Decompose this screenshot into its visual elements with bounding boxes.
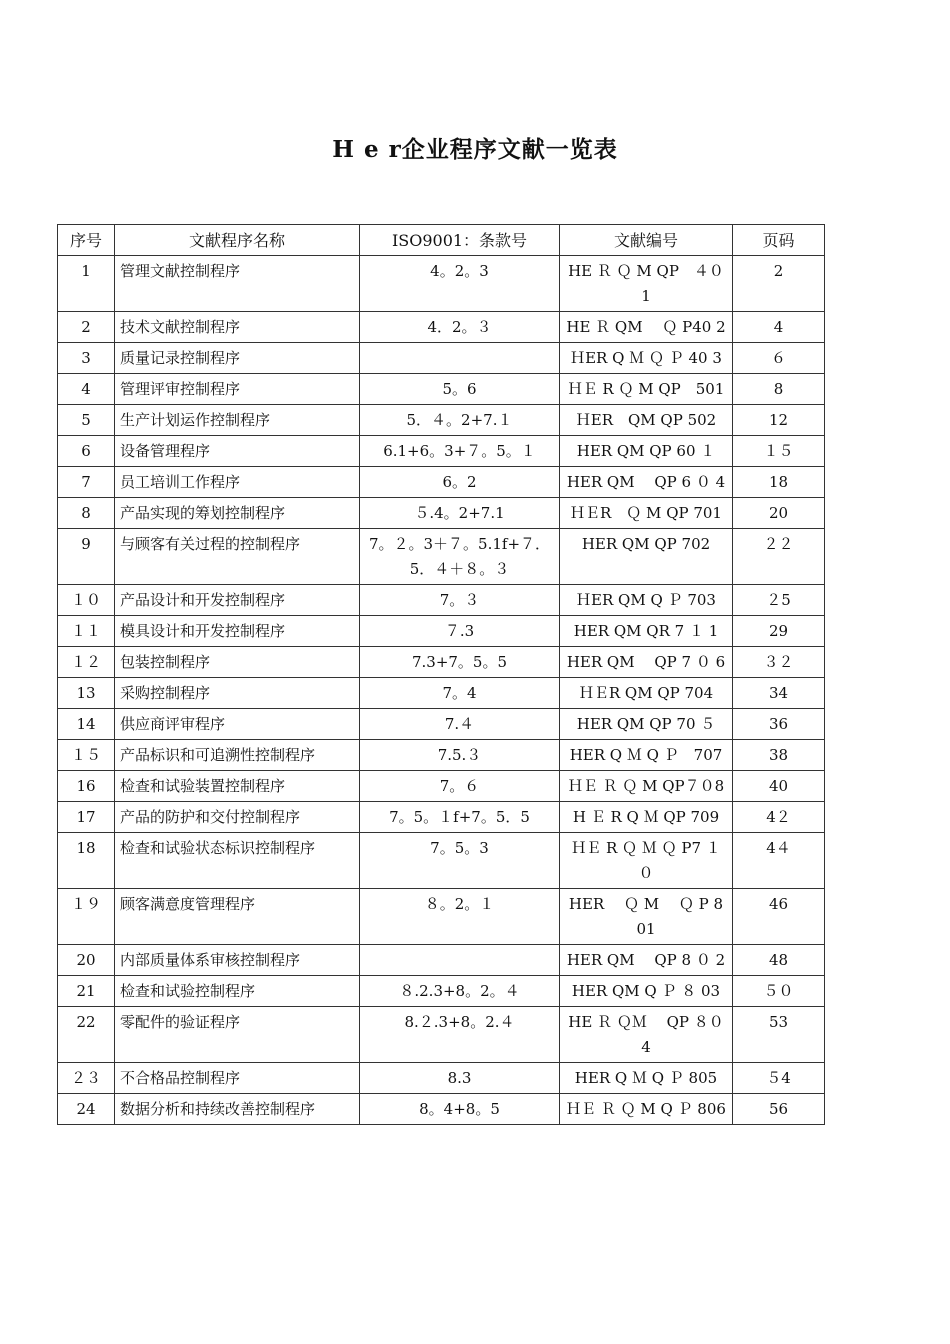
- document-code: HER QM QP 60 １: [560, 436, 733, 467]
- row-number: 8: [58, 498, 115, 529]
- procedure-name: 不合格品控制程序: [115, 1063, 360, 1094]
- row-number: 1: [58, 256, 115, 312]
- procedure-name: 内部质量体系审核控制程序: [115, 945, 360, 976]
- page-number: 40: [733, 771, 825, 802]
- procedure-name: 检查和试验控制程序: [115, 976, 360, 1007]
- row-number: 21: [58, 976, 115, 1007]
- row-number: １０: [58, 585, 115, 616]
- iso-clause: [360, 945, 560, 976]
- row-number: 2: [58, 312, 115, 343]
- page-number: ２5: [733, 585, 825, 616]
- iso-clause: 7。4: [360, 678, 560, 709]
- document-code: HER QM Q Ｐ ８ 03: [560, 976, 733, 1007]
- table-row: [58, 616, 825, 647]
- table-row: [58, 976, 825, 1007]
- row-number: 20: [58, 945, 115, 976]
- page-number: 2: [733, 256, 825, 312]
- iso-clause: ５.4。2+7.1: [360, 498, 560, 529]
- iso-clause: 7.４: [360, 709, 560, 740]
- table-row: [58, 833, 825, 889]
- page-number: 4４: [733, 833, 825, 889]
- procedure-name: 模具设计和开发控制程序: [115, 616, 360, 647]
- procedure-name: 设备管理程序: [115, 436, 360, 467]
- row-number: 3: [58, 343, 115, 374]
- procedure-name: 供应商评审程序: [115, 709, 360, 740]
- document-code: ＨＥR QM QP 704: [560, 678, 733, 709]
- table-row: [58, 374, 825, 405]
- header-code: 文献编号: [560, 225, 733, 256]
- page-number: 4: [733, 312, 825, 343]
- row-number: １１: [58, 616, 115, 647]
- iso-clause: ７.3: [360, 616, 560, 647]
- iso-clause: 7.5.３: [360, 740, 560, 771]
- iso-clause: 7。5。１f+7。5．5: [360, 802, 560, 833]
- row-number: 7: [58, 467, 115, 498]
- procedure-name: 产品实现的筹划控制程序: [115, 498, 360, 529]
- table-row: [58, 1063, 825, 1094]
- page-number: ６: [733, 343, 825, 374]
- document-code: HER QM QR 7 １ 1: [560, 616, 733, 647]
- procedure-name: 产品的防护和交付控制程序: [115, 802, 360, 833]
- procedure-name: 技术文献控制程序: [115, 312, 360, 343]
- iso-clause: 7。5。3: [360, 833, 560, 889]
- document-code: H Ｅ R Q Ｍ QP 709: [560, 802, 733, 833]
- document-code: HER QM QP 702: [560, 529, 733, 585]
- document-code: ＨER QM Q Ｐ 703: [560, 585, 733, 616]
- table-header-row: [58, 225, 825, 256]
- row-number: 17: [58, 802, 115, 833]
- table-row: [58, 1007, 825, 1063]
- document-code: ＨＥ Ｒ Ｑ M Q Ｐ 806: [560, 1094, 733, 1125]
- procedure-name: 与顾客有关过程的控制程序: [115, 529, 360, 585]
- page-number: 12: [733, 405, 825, 436]
- table-row: [58, 802, 825, 833]
- page-number: 46: [733, 889, 825, 945]
- header-no: 序号: [58, 225, 115, 256]
- iso-clause: 5。6: [360, 374, 560, 405]
- document-code: HER QM QP 6 ０ 4: [560, 467, 733, 498]
- table-row: [58, 529, 825, 585]
- page-number: 34: [733, 678, 825, 709]
- page-number: 38: [733, 740, 825, 771]
- document-list-table: [57, 224, 825, 1125]
- procedure-name: 零配件的验证程序: [115, 1007, 360, 1063]
- header-name: 文献程序名称: [115, 225, 360, 256]
- table-row: [58, 678, 825, 709]
- procedure-name: 产品设计和开发控制程序: [115, 585, 360, 616]
- procedure-name: 管理评审控制程序: [115, 374, 360, 405]
- row-number: 6: [58, 436, 115, 467]
- table-row: [58, 709, 825, 740]
- page-number: ５4: [733, 1063, 825, 1094]
- iso-clause: 7.3+7。5。5: [360, 647, 560, 678]
- table-row: [58, 889, 825, 945]
- procedure-name: 员工培训工作程序: [115, 467, 360, 498]
- document-code: HE Ｒ QM Ｑ P40 2: [560, 312, 733, 343]
- iso-clause: 7。６: [360, 771, 560, 802]
- page-number: 29: [733, 616, 825, 647]
- page-number: 4２: [733, 802, 825, 833]
- iso-clause: 8.3: [360, 1063, 560, 1094]
- page-number: 48: [733, 945, 825, 976]
- iso-clause: 7。２。3＋７。5.1f+７．5．４＋８。３: [360, 529, 560, 585]
- table-row: [58, 1094, 825, 1125]
- page-number: 18: [733, 467, 825, 498]
- row-number: 5: [58, 405, 115, 436]
- document-code: HER QM QP 70 ５: [560, 709, 733, 740]
- row-number: 4: [58, 374, 115, 405]
- row-number: １９: [58, 889, 115, 945]
- row-number: １５: [58, 740, 115, 771]
- iso-clause: [360, 343, 560, 374]
- procedure-name: 数据分析和持续改善控制程序: [115, 1094, 360, 1125]
- iso-clause: 8.２.3+8。2.４: [360, 1007, 560, 1063]
- table-row: [58, 405, 825, 436]
- procedure-name: 产品标识和可追溯性控制程序: [115, 740, 360, 771]
- page-number: 8: [733, 374, 825, 405]
- row-number: 16: [58, 771, 115, 802]
- row-number: 24: [58, 1094, 115, 1125]
- iso-clause: 5．４。2+7.１: [360, 405, 560, 436]
- document-code: ＨER QM QP 502: [560, 405, 733, 436]
- document-code: ＨＥ R Ｑ Ｍ Ｑ P7 １０: [560, 833, 733, 889]
- table-row: [58, 498, 825, 529]
- row-number: 13: [58, 678, 115, 709]
- table-row: [58, 740, 825, 771]
- page-number: 20: [733, 498, 825, 529]
- table-row: [58, 436, 825, 467]
- table-row: [58, 647, 825, 678]
- row-number: 18: [58, 833, 115, 889]
- document-code: ＨER Q Ｍ Ｑ Ｐ 40 3: [560, 343, 733, 374]
- document-code: HER Q Ｍ Q Ｐ 707: [560, 740, 733, 771]
- procedure-name: 管理文献控制程序: [115, 256, 360, 312]
- procedure-name: 检查和试验装置控制程序: [115, 771, 360, 802]
- document-code: HER QM QP 7 ０ 6: [560, 647, 733, 678]
- iso-clause: 6.1+6。3+７。5。１: [360, 436, 560, 467]
- row-number: 14: [58, 709, 115, 740]
- row-number: ２３: [58, 1063, 115, 1094]
- procedure-name: 包装控制程序: [115, 647, 360, 678]
- table-row: [58, 256, 825, 312]
- page-number: １５: [733, 436, 825, 467]
- header-clause: ISO9001：条款号: [360, 225, 560, 256]
- document-code: HE Ｒ ＱＭ QP ８０4: [560, 1007, 733, 1063]
- table-row: [58, 467, 825, 498]
- row-number: 9: [58, 529, 115, 585]
- page-title: H e r企业程序文献一览表: [332, 136, 618, 163]
- table-row: [58, 312, 825, 343]
- page-number: 36: [733, 709, 825, 740]
- document-code: ＨＥR Ｑ M QP 701: [560, 498, 733, 529]
- iso-clause: 6。2: [360, 467, 560, 498]
- page-number: ３２: [733, 647, 825, 678]
- table-row: [58, 343, 825, 374]
- table-row: [58, 771, 825, 802]
- page-number: 53: [733, 1007, 825, 1063]
- document-code: HE Ｒ Ｑ M QP ４０1: [560, 256, 733, 312]
- document-code: ＨＥ Ｒ Ｑ M QP７０8: [560, 771, 733, 802]
- document-code: HER QM QP 8 ０ 2: [560, 945, 733, 976]
- procedure-name: 顾客满意度管理程序: [115, 889, 360, 945]
- procedure-name: 采购控制程序: [115, 678, 360, 709]
- iso-clause: 8。4+8。5: [360, 1094, 560, 1125]
- page-number: ５０: [733, 976, 825, 1007]
- document-code: HER Ｑ M Ｑ P 801: [560, 889, 733, 945]
- row-number: １２: [58, 647, 115, 678]
- procedure-name: 生产计划运作控制程序: [115, 405, 360, 436]
- document-code: HER Q Ｍ Q Ｐ 805: [560, 1063, 733, 1094]
- iso-clause: ８.2.3+8。2。４: [360, 976, 560, 1007]
- procedure-name: 检查和试验状态标识控制程序: [115, 833, 360, 889]
- procedure-name: 质量记录控制程序: [115, 343, 360, 374]
- header-page: 页码: [733, 225, 825, 256]
- iso-clause: 4．2。３: [360, 312, 560, 343]
- row-number: 22: [58, 1007, 115, 1063]
- page-number: ２２: [733, 529, 825, 585]
- table-row: [58, 585, 825, 616]
- iso-clause: ８。2。１: [360, 889, 560, 945]
- page-number: 56: [733, 1094, 825, 1125]
- table-row: [58, 945, 825, 976]
- document-code: ＨＥ R Ｑ M QP 501: [560, 374, 733, 405]
- iso-clause: 4。2。3: [360, 256, 560, 312]
- iso-clause: 7。３: [360, 585, 560, 616]
